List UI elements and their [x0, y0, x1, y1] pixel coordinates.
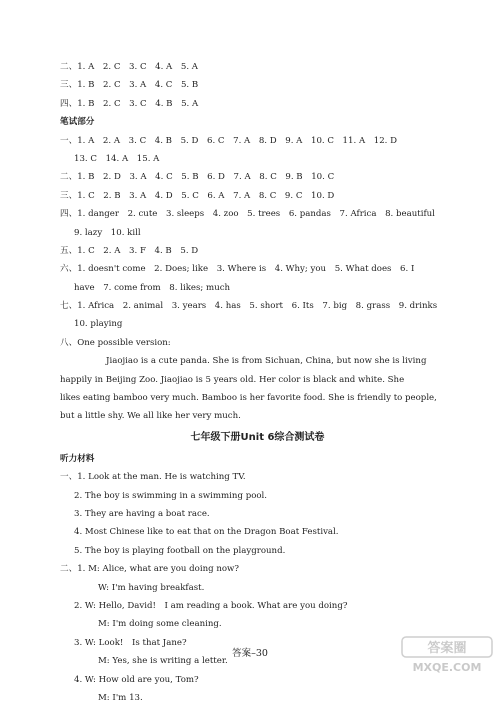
written-answers: [60, 132, 455, 353]
answer-line: 四、1. danger 2. cute 3. sleeps 4. zoo 5. trees 6. pandas 7. Africa 8. beautiful: [60, 209, 435, 220]
transcript-line: 5. The boy is playing football on the playground.: [74, 545, 286, 556]
transcript-line: 2. The boy is swimming in a swimming pool.: [74, 490, 268, 501]
answer-line: 二、1. A 2. C 3. C 4. A 5. A: [60, 62, 198, 72]
essay-line: likes eating bamboo very much. Bamboo is her favorite food. She is friendly to people,: [60, 393, 437, 404]
listening-transcript: [60, 468, 455, 707]
transcript-line: W: I'm having breakfast.: [98, 582, 205, 593]
svg-text:MXQE.COM: MXQE.COM: [412, 661, 482, 674]
unit-test-title: 七年级下册Unit 6综合测试卷: [190, 431, 325, 443]
essay-line: happily in Beijing Zoo. Jiaojiao is 5 years old. Her color is black and white. She: [60, 374, 405, 385]
answer-page: [60, 58, 455, 707]
answer-line: 13. C 14. A 15. A: [74, 153, 160, 164]
transcript-line: 4. Most Chinese like to eat that on the Dragon Boat Festival.: [74, 527, 339, 538]
answer-line: 二、1. B 2. D 3. A 4. C 5. B 6. D 7. A 8. C 9. B 10. C: [60, 172, 335, 183]
answer-line: 9. lazy 10. kill: [74, 227, 141, 238]
essay-line: but a little shy. We all like her very much.: [60, 411, 241, 422]
listening-answers: [60, 58, 455, 113]
listening-material-heading: 听力材料: [60, 453, 95, 464]
transcript-line: 3. W: Look! Is that Jane?: [74, 637, 187, 648]
answer-line: 10. playing: [74, 319, 123, 330]
transcript-line: 一、1. Look at the man. He is watching TV.: [60, 472, 246, 483]
answer-line: 三、1. B 2. C 3. A 4. C 5. B: [60, 80, 199, 91]
watermark-logo: [400, 633, 494, 675]
answer-line: 一、1. A 2. A 3. C 4. B 5. D 6. C 7. A 8. D 9. A 10. C 11. A 12. D: [60, 135, 398, 146]
written-section-heading: 笔试部分: [60, 117, 95, 128]
transcript-line: M: Yes, she is writing a letter.: [98, 656, 228, 667]
transcript-line: M: I'm doing some cleaning.: [98, 619, 222, 630]
answer-line: have 7. come from 8. likes; much: [74, 282, 231, 293]
answer-line: 八、One possible version:: [60, 337, 171, 348]
answer-line: 四、1. B 2. C 3. C 4. B 5. A: [60, 98, 199, 109]
sample-essay: [60, 352, 455, 426]
transcript-line: 3. They are having a boat race.: [74, 508, 210, 519]
essay-line: Jiaojiao is a cute panda. She is from Sichuan, China, but now she is living: [106, 356, 427, 367]
svg-text:答案圈: 答案圈: [427, 641, 467, 656]
answer-line: 五、1. C 2. A 3. F 4. B 5. D: [60, 245, 199, 256]
transcript-line: M: I'm 13.: [98, 692, 143, 703]
answer-line: 六、1. doesn't come 2. Does; like 3. Where is 4. Why; you 5. What does 6. I: [60, 264, 415, 275]
answer-line: 七、1. Africa 2. animal 3. years 4. has 5. short 6. Its 7. big 8. grass 9. drinks: [60, 301, 438, 312]
answer-line: 三、1. C 2. B 3. A 4. D 5. C 6. A 7. A 8. C 9. C 10. D: [60, 190, 335, 201]
transcript-line: 2. W: Hello, David! I am reading a book. What are you doing?: [74, 600, 348, 611]
page-number: 答案–30: [232, 648, 268, 659]
transcript-line: 二、1. M: Alice, what are you doing now?: [60, 564, 240, 575]
transcript-line: 4. W: How old are you, Tom?: [74, 674, 199, 685]
